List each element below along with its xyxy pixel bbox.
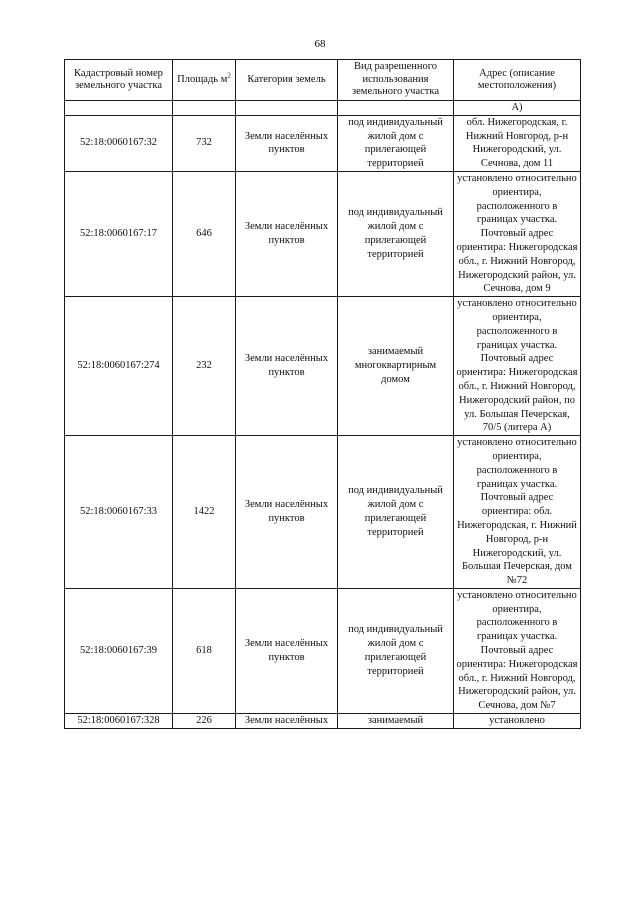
table-cell: [173, 101, 236, 116]
area-cell: 732: [173, 115, 236, 171]
table-row: [65, 115, 581, 171]
area-cell: 1422: [173, 436, 236, 589]
cadastral-number-cell: 52:18:0060167:328: [65, 714, 173, 729]
land-category-cell: Земли населённых пунктов: [236, 115, 338, 171]
header-address: Адрес (описание местоположения): [454, 60, 581, 101]
area-cell: 232: [173, 297, 236, 436]
cadastral-number-cell: 52:18:0060167:32: [65, 115, 173, 171]
table-header-row: [65, 60, 581, 101]
table-cell: [236, 101, 338, 116]
table-row: [65, 714, 581, 729]
cadastral-number-cell: 52:18:0060167:39: [65, 588, 173, 713]
table-cell: [338, 101, 454, 116]
table-row: [65, 588, 581, 713]
header-land-category: Категория земель: [236, 60, 338, 101]
land-category-cell: Земли населённых пунктов: [236, 588, 338, 713]
address-cell: установлено относительно ориентира, расположенного в границах участка. Почтовый адрес ориентира: Нижегородская обл., г. Нижний Новгород, Нижегородский район, ул. Сечнова, дом 9: [454, 171, 581, 296]
area-cell: 618: [173, 588, 236, 713]
page-number: 68: [314, 38, 326, 50]
cadastral-number-cell: 52:18:0060167:274: [65, 297, 173, 436]
cadastral-number-cell: 52:18:0060167:17: [65, 171, 173, 296]
cadastral-number-cell: 52:18:0060167:33: [65, 436, 173, 589]
permitted-use-cell: под индивидуальный жилой дом с прилегающей территорией: [338, 588, 454, 713]
header-area: [173, 60, 236, 101]
table-row: [65, 171, 581, 296]
land-category-cell: Земли населённых пунктов: [236, 436, 338, 589]
table-row: [65, 297, 581, 436]
permitted-use-cell: занимаемый: [338, 714, 454, 729]
land-category-cell: Земли населённых: [236, 714, 338, 729]
address-cell: установлено относительно ориентира, расположенного в границах участка. Почтовый адрес ориентира: Нижегородская обл., г. Нижний Новгород, Нижегородский район, по ул. Большая Печерская, 70/5 (литера А): [454, 297, 581, 436]
land-category-cell: Земли населённых пунктов: [236, 297, 338, 436]
area-cell: 646: [173, 171, 236, 296]
permitted-use-cell: под индивидуальный жилой дом с прилегающей территорией: [338, 171, 454, 296]
address-cell: обл. Нижегородская, г. Нижний Новгород, р-н Нижегородский, ул. Сечнова, дом 11: [454, 115, 581, 171]
permitted-use-cell: под индивидуальный жилой дом с прилегающей территорией: [338, 115, 454, 171]
area-cell: 226: [173, 714, 236, 729]
permitted-use-cell: под индивидуальный жилой дом с прилегающей территорией: [338, 436, 454, 589]
address-cell: установлено относительно ориентира, расположенного в границах участка. Почтовый адрес ориентира: обл. Нижегородская, г. Нижний Новгород, р-н Нижегородский, ул. Большая Печерская, дом №72: [454, 436, 581, 589]
continuation-text: А): [454, 101, 581, 116]
header-cadastral-number: Кадастровый номер земельного участка: [65, 60, 173, 101]
table-cell: [65, 101, 173, 116]
header-area-unit-sup: 2: [227, 71, 231, 80]
header-area-label: Площадь м: [177, 73, 228, 85]
address-cell: установлено: [454, 714, 581, 729]
table-row: [65, 436, 581, 589]
address-cell: установлено относительно ориентира, расположенного в границах участка. Почтовый адрес ориентира: Нижегородская обл., г. Нижний Новгород, Нижегородский район, ул. Сечнова, дом №7: [454, 588, 581, 713]
permitted-use-cell: занимаемый многоквартирным домом: [338, 297, 454, 436]
header-permitted-use: Вид разрешенного использования земельного участка: [338, 60, 454, 101]
land-plots-table: [64, 59, 581, 729]
land-category-cell: Земли населённых пунктов: [236, 171, 338, 296]
continuation-row: [65, 101, 581, 116]
